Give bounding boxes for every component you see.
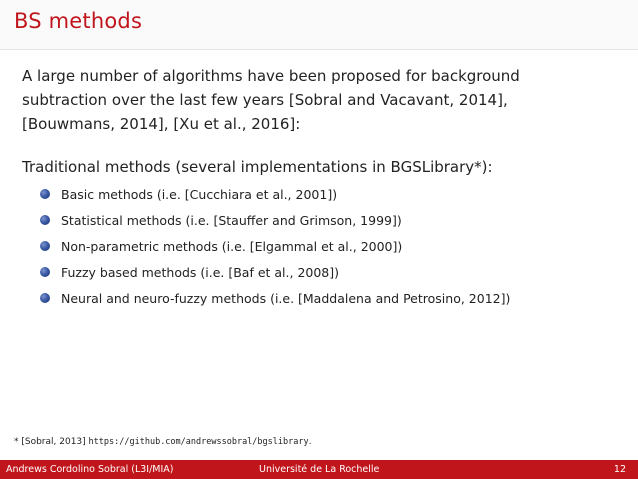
footer-author: Andrews Cordolino Sobral (L3I/MIA) bbox=[6, 464, 174, 475]
intro-line: A large number of algorithms have been proposed for background bbox=[22, 67, 520, 85]
bullet-icon bbox=[40, 215, 50, 225]
list-item-text: Neural and neuro-fuzzy methods (i.e. [Maddalena and Petrosino, 2012]) bbox=[61, 290, 511, 306]
intro-paragraph bbox=[22, 64, 582, 136]
list-item bbox=[40, 181, 510, 207]
list-heading: Traditional methods (several implementations in BGSLibrary*): bbox=[22, 158, 493, 176]
method-list bbox=[40, 181, 510, 311]
list-item bbox=[40, 285, 510, 311]
footer-institution: Université de La Rochelle bbox=[259, 464, 380, 475]
footnote bbox=[14, 437, 311, 447]
title-bar bbox=[0, 0, 638, 50]
bullet-icon bbox=[40, 293, 50, 303]
list-item bbox=[40, 207, 510, 233]
page-number: 12 bbox=[613, 464, 626, 475]
list-item-text: Basic methods (i.e. [Cucchiara et al., 2001]) bbox=[61, 186, 338, 202]
slide-title: BS methods bbox=[14, 9, 143, 33]
list-item bbox=[40, 259, 510, 285]
intro-line: [Bouwmans, 2014], [Xu et al., 2016]: bbox=[22, 115, 301, 133]
list-item-text: Non-parametric methods (i.e. [Elgammal et al., 2000]) bbox=[61, 238, 403, 254]
list-item-text: Statistical methods (i.e. [Stauffer and Grimson, 1999]) bbox=[61, 212, 402, 228]
bullet-icon bbox=[40, 241, 50, 251]
list-item bbox=[40, 233, 510, 259]
bullet-icon bbox=[40, 267, 50, 277]
list-item-text: Fuzzy based methods (i.e. [Baf et al., 2008]) bbox=[61, 264, 340, 280]
bullet-icon bbox=[40, 189, 50, 199]
footnote-citation: * [Sobral, 2013] bbox=[14, 437, 86, 447]
footnote-period: . bbox=[308, 437, 312, 447]
footnote-url[interactable]: https://github.com/andrewssobral/bgslibrary bbox=[88, 437, 309, 447]
intro-line: subtraction over the last few years [Sobral and Vacavant, 2014], bbox=[22, 91, 508, 109]
footer-bar bbox=[0, 460, 638, 479]
